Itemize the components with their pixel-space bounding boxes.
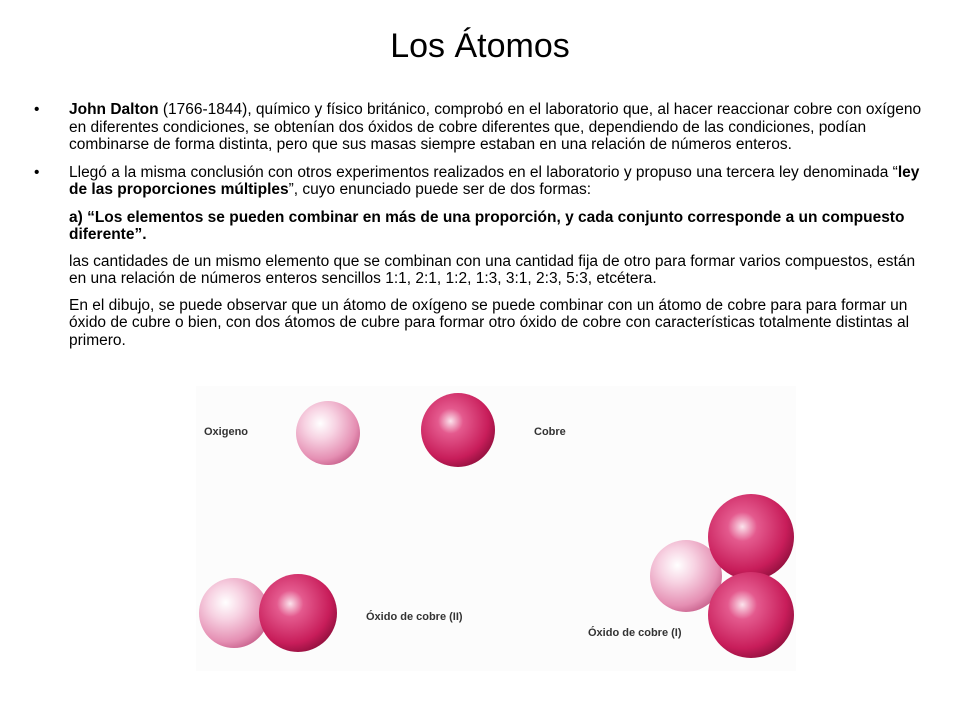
label-oxide-2: Óxido de cobre (II) bbox=[366, 611, 463, 623]
figure-explanation bbox=[34, 297, 924, 350]
atoms-figure bbox=[196, 386, 796, 671]
label-oxygen: Oxigeno bbox=[204, 426, 249, 438]
bullet-dot-icon: • bbox=[34, 101, 40, 118]
law-name: ley de las proporciones múltiples bbox=[69, 163, 920, 198]
oxide-1-copper-atom-top bbox=[708, 494, 794, 580]
law-text-before: Llegó a la misma conclusión con otros experimentos realizados en el laboratorio y propuso una tercera ley denominada “ bbox=[69, 163, 898, 181]
bullet-law bbox=[34, 164, 924, 199]
dalton-text: (1766-1844), químico y físico británico, comprobó en el laboratorio que, al hacer reaccionar cobre con oxígeno en diferentes condiciones, se obtenían dos óxidos de cobre diferentes que, dependiendo de las condiciones, podían combinarse de forma distinta, pero que sus masas siempre estaban en una relación de números enteros. bbox=[69, 101, 922, 153]
oxide-1-copper-atom-bottom bbox=[708, 572, 794, 658]
slide-body bbox=[34, 101, 924, 358]
statement-a bbox=[34, 209, 924, 244]
slide-title: Los Átomos bbox=[390, 27, 570, 65]
oxide-2-copper-atom bbox=[259, 574, 337, 652]
oxide-2-oxygen-atom bbox=[199, 578, 269, 648]
bullet-dalton bbox=[34, 101, 924, 154]
statement-b-text: las cantidades de un mismo elemento que se combinan con una cantidad fija de otro para formar varios compuestos, están en una relación de números enteros sencillos 1:1, 2:1, 1:2, 1:3, 3:1, 2:3, 5:3, etcétera. bbox=[69, 252, 916, 287]
label-oxide-1: Óxido de cobre (I) bbox=[588, 627, 682, 639]
bullet-dot-icon: • bbox=[34, 163, 40, 181]
statement-a-text: a) “Los elementos se pueden combinar en más de una proporción, y cada conjunto corresponde a un compuesto diferente”. bbox=[69, 208, 905, 243]
atoms-diagram bbox=[196, 386, 796, 671]
statement-b bbox=[34, 253, 924, 288]
figure-explanation-text: En el dibujo, se puede observar que un átomo de oxígeno se puede combinar con un átomo de cobre para para formar un óxido de cubre o bien, con dos átomos de cubre para formar otro óxido de cobre con características totalmente distintas al primero. bbox=[69, 296, 910, 349]
copper-atom bbox=[421, 393, 495, 467]
dalton-name: John Dalton bbox=[69, 101, 159, 118]
label-copper: Cobre bbox=[534, 426, 566, 438]
law-text-after: ”, cuyo enunciado puede ser de dos formas: bbox=[288, 181, 592, 198]
oxygen-atom bbox=[296, 401, 360, 465]
